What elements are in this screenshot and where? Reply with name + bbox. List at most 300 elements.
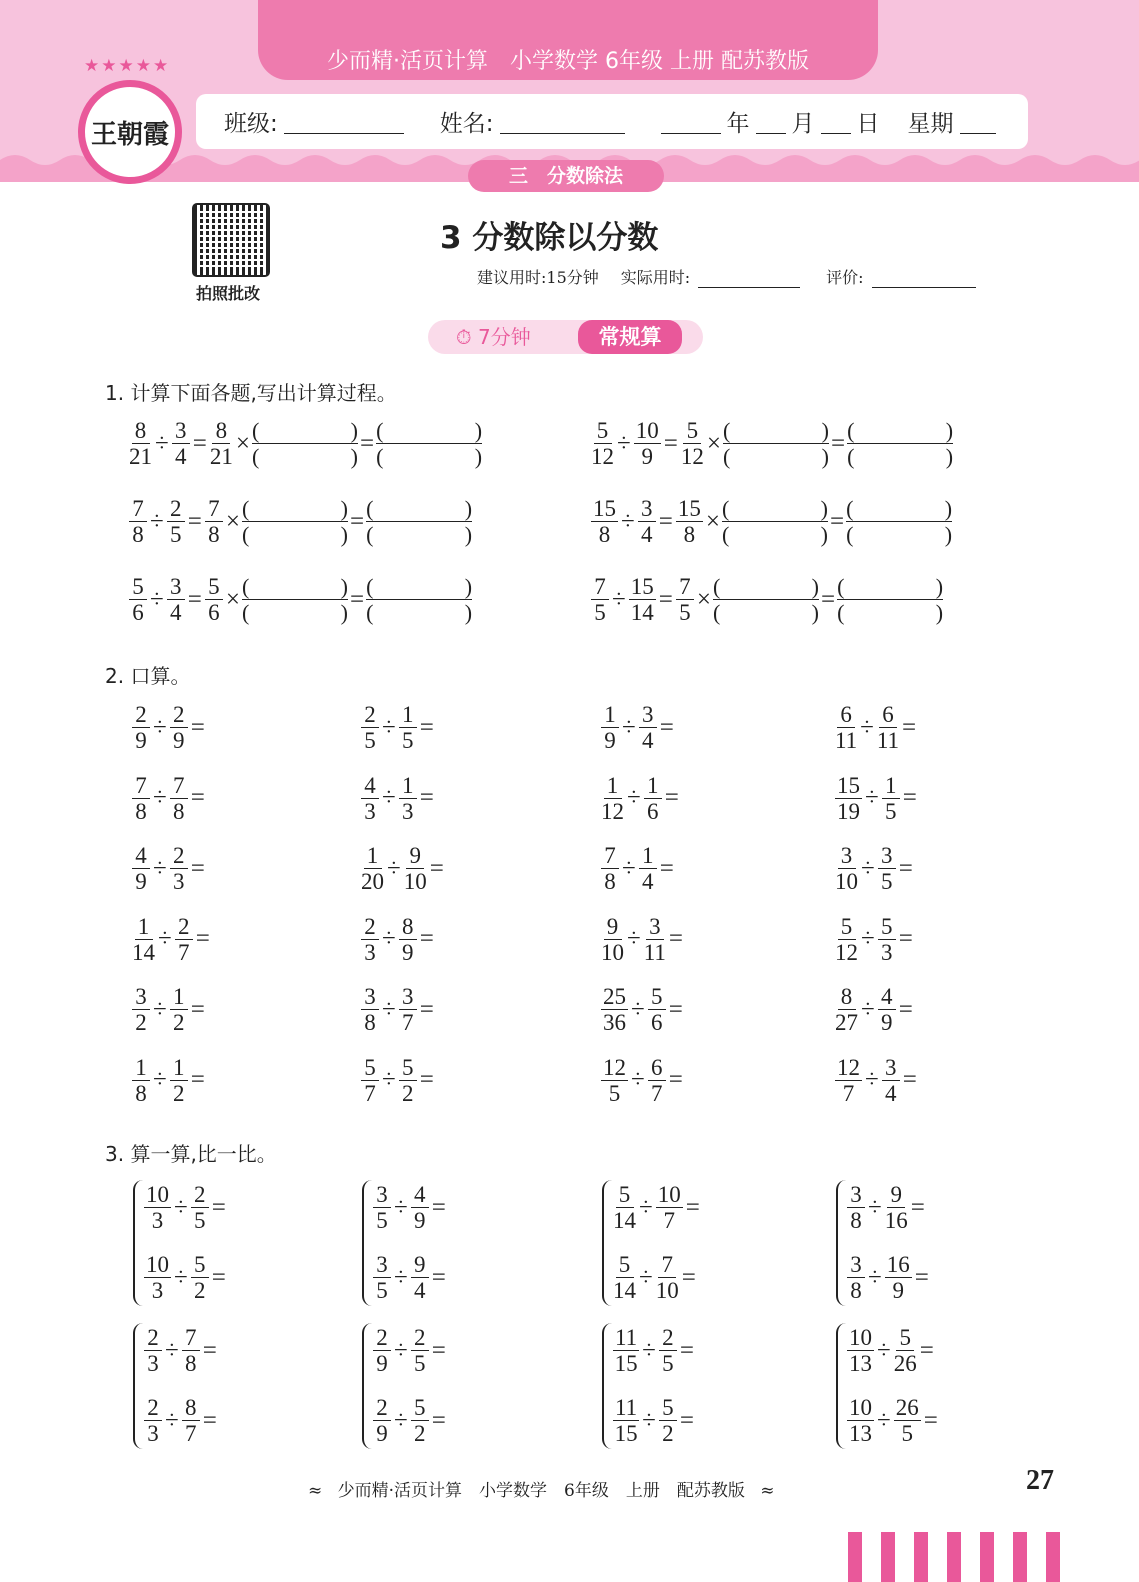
denominator: 5 xyxy=(193,1208,206,1233)
weekday-label: 星期 xyxy=(907,111,954,137)
denominator: 12 xyxy=(591,444,614,469)
numerator: 3 xyxy=(638,496,656,522)
denominator: 4 xyxy=(169,600,182,625)
denominator: 4 xyxy=(413,1278,426,1303)
student-info xyxy=(196,94,1028,149)
divide-sign: ÷ xyxy=(382,1066,396,1093)
paren: ( xyxy=(241,574,250,599)
problem-item xyxy=(834,843,915,894)
brace-icon xyxy=(836,1323,846,1449)
denominator: 2 xyxy=(172,1080,185,1106)
paren: ( xyxy=(722,444,731,469)
class-field[interactable] xyxy=(284,110,404,134)
numerator: 1 xyxy=(882,773,900,799)
numerator: 11 xyxy=(615,1325,638,1350)
fraction xyxy=(132,984,150,1035)
times-sign: × xyxy=(225,585,240,613)
numerator: 8 xyxy=(182,1395,200,1421)
problem-item xyxy=(128,574,472,625)
fraction xyxy=(601,843,619,894)
fraction xyxy=(613,1325,639,1376)
equals-sign: = xyxy=(659,854,674,882)
fraction xyxy=(644,773,662,824)
paren: ( xyxy=(366,574,374,599)
numerator: 15 xyxy=(630,574,654,599)
equals-sign: = xyxy=(349,507,365,535)
numerator: 12 xyxy=(603,1054,626,1080)
fraction xyxy=(601,1055,628,1106)
numerator: 6 xyxy=(648,1055,666,1081)
problem-item xyxy=(131,984,207,1035)
paren: ) xyxy=(944,496,953,521)
fraction xyxy=(411,1325,429,1376)
divide-sign: ÷ xyxy=(622,713,636,741)
fraction xyxy=(129,496,147,547)
divide-sign: ÷ xyxy=(382,925,396,952)
fraction xyxy=(132,914,155,965)
paren: ( xyxy=(376,418,384,443)
numerator: 2 xyxy=(373,1325,391,1351)
problem-item xyxy=(600,702,676,753)
divide-sign: ÷ xyxy=(153,995,167,1023)
denominator: 2 xyxy=(413,1421,426,1446)
numerator: 7 xyxy=(658,1252,676,1278)
numerator: 10 xyxy=(146,1252,169,1277)
paren: ) xyxy=(811,574,819,599)
paren: ) xyxy=(945,418,954,443)
numerator: 2 xyxy=(361,914,379,940)
divide-sign: ÷ xyxy=(158,925,172,952)
numerator: 8 xyxy=(132,418,150,444)
numerator: 2 xyxy=(411,1325,429,1351)
paren: ( xyxy=(366,600,374,625)
fraction xyxy=(835,1055,862,1106)
problem-item xyxy=(834,773,919,824)
fraction xyxy=(601,702,619,753)
numerator: 10 xyxy=(635,418,659,443)
brace-icon xyxy=(602,1180,612,1306)
fraction xyxy=(170,843,188,894)
denominator: 20 xyxy=(361,869,384,894)
denominator: 10 xyxy=(403,869,427,894)
paren: ) xyxy=(811,600,819,625)
numerator: 15 xyxy=(593,496,616,521)
denominator: 7 xyxy=(663,1208,675,1233)
numerator: 10 xyxy=(849,1395,872,1420)
answer-blank[interactable] xyxy=(242,574,348,625)
denominator: 9 xyxy=(135,869,147,894)
denominator: 7 xyxy=(842,1080,855,1106)
denominator: 12 xyxy=(835,939,858,965)
denominator: 7 xyxy=(184,1421,197,1446)
answer-blank[interactable] xyxy=(252,418,358,469)
numerator: 2 xyxy=(175,914,193,940)
numerator: 10 xyxy=(146,1182,169,1207)
divide-sign: ÷ xyxy=(861,925,875,952)
paren: ( xyxy=(721,522,730,547)
fraction xyxy=(835,702,857,753)
numerator: 2 xyxy=(191,1182,209,1208)
denominator: 10 xyxy=(655,1278,679,1303)
numerator: 3 xyxy=(882,1055,900,1081)
fraction xyxy=(399,914,417,965)
fraction xyxy=(613,1252,636,1303)
fraction xyxy=(175,914,193,965)
denominator: 5 xyxy=(413,1351,426,1376)
fraction xyxy=(648,1055,666,1106)
problem-item xyxy=(131,773,207,824)
equals-sign: = xyxy=(211,1193,226,1221)
fraction xyxy=(847,1395,874,1446)
weekday-field[interactable] xyxy=(960,110,996,134)
paren: ) xyxy=(340,600,348,625)
equals-sign: = xyxy=(431,1406,446,1434)
actual-time-label: 实际用时: xyxy=(620,268,691,287)
rating-field[interactable] xyxy=(872,264,976,288)
paren: ) xyxy=(820,496,828,521)
numerator: 3 xyxy=(646,914,664,940)
equals-sign: = xyxy=(685,1193,700,1221)
numerator: 1 xyxy=(639,843,657,869)
denominator: 2 xyxy=(662,1421,674,1446)
day-label: 日 xyxy=(856,111,880,137)
footer-text: ≈ 少而精·活页计算 小学数学 6年级 上册 配苏教版 ≈ xyxy=(308,1481,775,1501)
problem-item xyxy=(834,914,915,965)
numerator: 5 xyxy=(361,1055,379,1081)
problem-item xyxy=(834,984,915,1035)
divide-sign: ÷ xyxy=(631,1066,645,1093)
equals-sign: = xyxy=(829,507,845,535)
problem-item xyxy=(131,702,207,753)
denominator: 9 xyxy=(892,1278,904,1303)
fraction xyxy=(170,702,188,753)
numerator: 5 xyxy=(129,574,147,600)
numerator: 3 xyxy=(132,984,150,1010)
numerator: 10 xyxy=(657,1182,681,1207)
numerator: 8 xyxy=(838,984,856,1010)
numerator: 3 xyxy=(847,1182,865,1208)
divide-sign: ÷ xyxy=(877,1336,891,1364)
fraction xyxy=(634,418,661,469)
fraction xyxy=(882,1055,900,1106)
denominator: 5 xyxy=(608,1080,621,1106)
denominator: 8 xyxy=(850,1278,862,1303)
equals-sign: = xyxy=(190,784,205,811)
section1-heading: 1. 计算下面各题,写出计算过程。 xyxy=(105,381,397,405)
problem-item xyxy=(590,574,943,625)
problem-item xyxy=(612,1252,698,1303)
fraction xyxy=(591,418,614,469)
problem-item xyxy=(600,984,685,1035)
fraction xyxy=(373,1325,391,1376)
numerator: 16 xyxy=(886,1252,910,1277)
actual-time-field[interactable] xyxy=(698,264,800,288)
equals-sign: = xyxy=(195,925,210,952)
brace-icon xyxy=(602,1323,612,1449)
answer-blank[interactable] xyxy=(366,496,472,547)
divide-sign: ÷ xyxy=(150,585,164,613)
month-field[interactable] xyxy=(756,110,786,134)
fraction xyxy=(399,984,417,1035)
fraction xyxy=(659,1395,677,1446)
denominator: 6 xyxy=(132,600,144,625)
equals-sign: = xyxy=(190,1066,205,1093)
numerator: 7 xyxy=(591,574,609,600)
times-sign: × xyxy=(235,429,250,457)
brace-icon xyxy=(133,1323,143,1449)
denominator: 6 xyxy=(646,798,659,824)
fraction xyxy=(638,496,656,547)
numerator: 8 xyxy=(212,418,230,444)
denominator: 3 xyxy=(401,798,414,824)
answer-blank[interactable] xyxy=(722,496,828,547)
numerator: 26 xyxy=(895,1395,919,1420)
denominator: 8 xyxy=(208,522,220,547)
divide-sign: ÷ xyxy=(394,1336,408,1364)
numerator: 7 xyxy=(129,496,147,522)
divide-sign: ÷ xyxy=(865,1066,879,1093)
name-label: 姓名: xyxy=(439,111,494,137)
fraction xyxy=(167,496,185,547)
name-field[interactable] xyxy=(500,110,625,134)
answer-blank[interactable] xyxy=(837,574,943,625)
divide-sign: ÷ xyxy=(165,1336,179,1364)
divide-sign: ÷ xyxy=(174,1263,188,1291)
paren: ( xyxy=(251,444,260,469)
denominator: 2 xyxy=(193,1278,206,1303)
divide-sign: ÷ xyxy=(868,1193,882,1221)
section2-heading: 2. 口算。 xyxy=(105,664,191,688)
fraction xyxy=(411,1395,429,1446)
fraction xyxy=(894,1395,921,1446)
numerator: 8 xyxy=(399,914,417,940)
fraction xyxy=(601,914,624,965)
problem-item xyxy=(600,1055,685,1106)
divide-sign: ÷ xyxy=(860,713,874,741)
divide-sign: ÷ xyxy=(642,1336,656,1364)
fraction xyxy=(613,1395,639,1446)
fraction xyxy=(404,843,427,894)
denominator: 3 xyxy=(151,1278,164,1303)
denominator: 3 xyxy=(364,798,376,824)
equals-sign: = xyxy=(898,925,913,952)
paren: ( xyxy=(847,444,855,469)
day-field[interactable] xyxy=(821,110,851,134)
numerator: 5 xyxy=(648,984,666,1010)
fraction xyxy=(373,1395,391,1446)
denominator: 3 xyxy=(172,869,185,894)
numerator: 5 xyxy=(205,574,223,600)
equals-sign: = xyxy=(668,1066,683,1093)
answer-blank[interactable] xyxy=(713,574,819,625)
paren: ) xyxy=(340,574,348,599)
paren: ) xyxy=(350,418,358,443)
answer-blank[interactable] xyxy=(366,574,472,625)
series-title: 少而精·活页计算 小学数学 6年级 上册 配苏教版 xyxy=(327,49,809,74)
denominator: 13 xyxy=(849,1351,872,1376)
problem-item xyxy=(360,843,446,894)
numerator: 5 xyxy=(399,1055,417,1081)
divide-sign: ÷ xyxy=(877,1406,891,1434)
divide-sign: ÷ xyxy=(394,1406,408,1434)
equals-sign: = xyxy=(679,1336,694,1364)
paren: ( xyxy=(846,496,854,521)
times-sign: × xyxy=(706,429,721,457)
fraction xyxy=(591,496,618,547)
denominator: 7 xyxy=(401,1010,414,1035)
times-sign: × xyxy=(225,507,240,535)
fraction xyxy=(373,1182,391,1233)
problem-item xyxy=(372,1395,448,1446)
divide-sign: ÷ xyxy=(868,1263,882,1291)
fraction xyxy=(878,843,896,894)
fraction xyxy=(878,984,896,1035)
numerator: 9 xyxy=(604,914,622,940)
year-label: 年 xyxy=(726,111,750,137)
denominator: 12 xyxy=(601,798,624,824)
problem-item xyxy=(834,1055,919,1106)
numerator: 12 xyxy=(837,1054,860,1080)
page-number: 27 xyxy=(1026,1465,1054,1496)
numerator: 1 xyxy=(170,984,188,1010)
numerator: 5 xyxy=(683,418,701,444)
equals-sign: = xyxy=(663,429,678,457)
divide-sign: ÷ xyxy=(617,429,631,457)
numerator: 3 xyxy=(172,418,190,444)
equals-sign: = xyxy=(429,854,444,882)
denominator: 4 xyxy=(640,522,653,547)
denominator: 4 xyxy=(641,869,654,894)
fraction xyxy=(373,1252,391,1303)
answer-blank[interactable] xyxy=(723,418,829,469)
timer-badge xyxy=(428,320,703,354)
divide-sign: ÷ xyxy=(861,854,875,882)
problem-item xyxy=(590,496,952,547)
numerator: 3 xyxy=(639,702,657,728)
fraction xyxy=(132,702,150,753)
fraction xyxy=(835,914,858,965)
denominator: 9 xyxy=(401,939,414,965)
page-title: 3 分数除以分数 xyxy=(440,220,659,256)
paren: ) xyxy=(464,600,473,625)
denominator: 3 xyxy=(147,1421,159,1446)
paren: ( xyxy=(251,418,260,443)
logo-text: 王朝霞 xyxy=(90,119,169,150)
fraction xyxy=(170,984,188,1035)
fraction xyxy=(878,914,896,965)
denominator: 4 xyxy=(641,728,654,753)
fraction xyxy=(601,773,624,824)
numerator: 1 xyxy=(399,773,417,799)
problem-item xyxy=(612,1325,696,1376)
equals-sign: = xyxy=(658,507,673,535)
fraction xyxy=(132,843,150,894)
fraction xyxy=(639,702,657,753)
fraction xyxy=(144,1182,171,1233)
divide-sign: ÷ xyxy=(174,1193,188,1221)
fraction xyxy=(885,1182,908,1233)
equals-sign: = xyxy=(902,1066,917,1093)
timer-time: 7分钟 xyxy=(477,325,531,349)
denominator: 8 xyxy=(135,1080,147,1106)
problem-item xyxy=(372,1182,448,1233)
divide-sign: ÷ xyxy=(382,995,396,1023)
denominator: 14 xyxy=(613,1278,636,1303)
equals-sign: = xyxy=(681,1263,696,1291)
answer-blank[interactable] xyxy=(376,418,482,469)
numerator: 10 xyxy=(849,1325,872,1350)
divide-sign: ÷ xyxy=(382,784,396,811)
equals-sign: = xyxy=(923,1406,938,1434)
divide-sign: ÷ xyxy=(631,995,645,1023)
qr-code-icon[interactable] xyxy=(192,203,270,277)
brand-logo xyxy=(78,80,182,184)
numerator: 1 xyxy=(601,702,619,728)
equals-sign: = xyxy=(190,713,205,741)
numerator: 7 xyxy=(132,773,150,799)
suggested-time: 建议用时:15分钟 xyxy=(477,268,599,287)
denominator: 9 xyxy=(376,1351,388,1376)
denominator: 8 xyxy=(132,522,144,547)
answer-blank[interactable] xyxy=(846,496,952,547)
numerator: 1 xyxy=(135,914,153,940)
divide-sign: ÷ xyxy=(394,1263,408,1291)
answer-blank[interactable] xyxy=(847,418,953,469)
equals-sign: = xyxy=(419,713,434,741)
fraction xyxy=(648,984,666,1035)
year-field[interactable] xyxy=(661,110,721,134)
times-sign: × xyxy=(705,507,720,535)
denominator: 8 xyxy=(683,522,696,547)
numerator: 7 xyxy=(170,773,188,799)
numerator: 9 xyxy=(406,843,424,869)
denominator: 6 xyxy=(208,600,220,625)
fraction xyxy=(361,1055,379,1106)
equals-sign: = xyxy=(431,1263,446,1291)
divide-sign: ÷ xyxy=(621,507,635,535)
denominator: 10 xyxy=(835,869,858,894)
paren: ( xyxy=(712,574,721,599)
problem-item xyxy=(834,702,918,753)
answer-blank[interactable] xyxy=(242,496,348,547)
denominator: 9 xyxy=(135,728,147,753)
numerator: 2 xyxy=(170,843,188,869)
paren: ) xyxy=(821,444,829,469)
problem-item xyxy=(846,1252,931,1303)
divide-sign: ÷ xyxy=(639,1263,653,1291)
denominator: 8 xyxy=(598,522,611,547)
problem-item xyxy=(846,1325,936,1376)
numerator: 5 xyxy=(191,1252,209,1278)
numerator: 1 xyxy=(170,1055,188,1081)
denominator: 12 xyxy=(680,444,704,469)
fraction xyxy=(361,702,379,753)
fraction xyxy=(656,1182,683,1233)
equals-sign: = xyxy=(914,1263,929,1291)
denominator: 15 xyxy=(614,1351,638,1376)
numerator: 3 xyxy=(399,984,417,1010)
numerator: 7 xyxy=(601,843,619,869)
series-banner xyxy=(258,0,878,80)
numerator: 2 xyxy=(132,702,150,728)
paren: ) xyxy=(340,496,348,521)
fraction xyxy=(676,574,694,625)
fraction xyxy=(877,702,899,753)
brace-icon xyxy=(362,1180,372,1306)
denominator: 9 xyxy=(172,728,185,753)
divide-sign: ÷ xyxy=(153,854,167,882)
divide-sign: ÷ xyxy=(387,854,401,882)
